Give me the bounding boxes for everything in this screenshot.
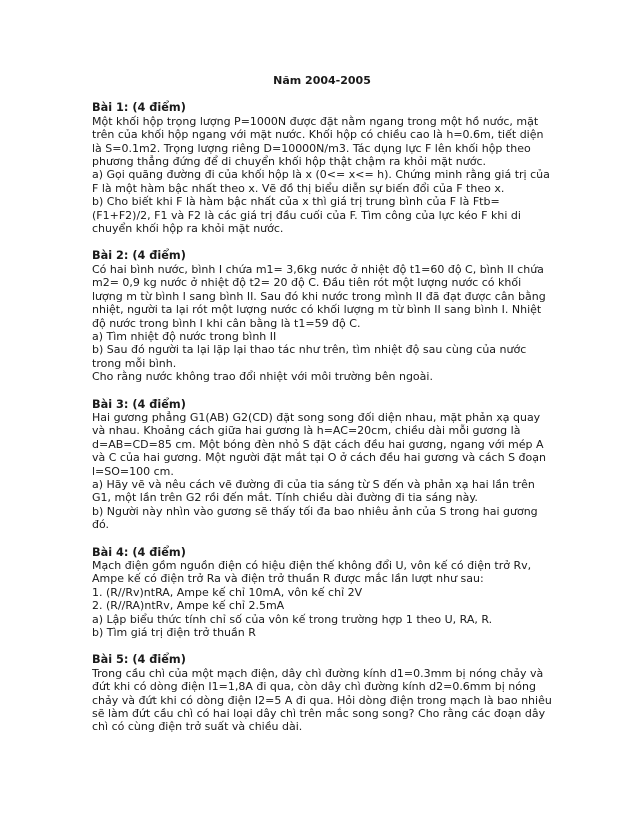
problem-3: [92, 398, 552, 532]
problem-4-statement: Mạch điện gồm nguồn điện có hiệu điện thế không đổi U, vôn kế có điện trở Rv, Ampe kế có điện trở Ra và điện trở thuần R được mắc lần lượt như sau:: [92, 559, 532, 586]
problem-5-statement: Trong cầu chì của một mạch điện, dây chì đường kính d1=0.3mm bị nóng chảy và đứt khi có dòng điện I1=1,8A đi qua, còn dây chì đường kính d2=0.6mm bị nóng chảy và đứt khi có dòng điện I2=5 A đi qua. Hỏi dòng điện trong mạch là bao nhiêu sẽ làm đứt cầu chì có hai loại dây chì trên mắc song song? Cho rằng các đoạn dây chì có cùng điện trở suất và chiều dài.: [92, 666, 552, 734]
problem-5-heading: Bài 5: (4 điểm): [92, 653, 186, 667]
problem-4-heading: Bài 4: (4 điểm): [92, 545, 186, 559]
document-page: [92, 74, 552, 748]
problem-1-part-a: a) Gọi quãng đường đi của khối hộp là x (0<= x<= h). Chứng minh rằng giá trị của F là một hàm bậc nhất theo x. Vẽ đồ thị biểu diễn sự biến đổi của F theo x.: [92, 168, 550, 195]
problem-4-case-1: 1. (R//Rv)ntRA, Ampe kế chỉ 10mA, vôn kế chỉ 2V: [92, 585, 363, 599]
problem-3-part-b: b) Người này nhìn vào gương sẽ thấy tối đa bao nhiêu ảnh của S trong hai gương đó.: [92, 504, 538, 532]
problem-2: [92, 249, 552, 383]
problem-4: [92, 546, 552, 640]
problem-5: [92, 653, 552, 733]
problem-2-part-b: b) Sau đó người ta lại lặp lại thao tác như trên, tìm nhiệt độ sau cùng của nước trong mỗi bình.: [92, 343, 527, 370]
problem-4-part-b: b) Tìm giá trị điện trở thuần R: [92, 626, 256, 640]
problem-1-heading: Bài 1: (4 điểm): [92, 101, 186, 115]
problem-1-part-b: b) Cho biết khi F là hàm bậc nhất của x thì giá trị trung bình của F là Ftb=(F1+F2)/2, F1 và F2 là các giá trị đầu cuối của F. Tìm công của lực kéo F khi di chuyển khối hộp ra khỏi mặt nước.: [92, 195, 521, 236]
problem-2-note: Cho rằng nước không trao đổi nhiệt với môi trường bên ngoài.: [92, 370, 433, 384]
problem-3-part-a: a) Hãy vẽ và nêu cách vẽ đường đi của tia sáng từ S đến và phản xạ hai lần trên G1, một lần trên G2 rồi đến mắt. Tính chiều dài đường đi tia sáng này.: [92, 477, 535, 505]
problem-2-statement: Có hai bình nước, bình I chứa m1= 3,6kg nước ở nhiệt độ t1=60 độ C, bình II chứa m2= 0,9 kg nước ở nhiệt độ t2= 20 độ C. Đầu tiên rót một lượng nước có khối lượng m từ bình I sang bình II. Sau đó khi nước trong mình II đã đạt được cân bằng nhiệt, người ta lại rót một lượng nước có khối lượng m từ bình II sang bình I. Nhiệt độ nước trong bình I khi cân bằng là t1=59 độ C.: [92, 262, 546, 330]
problem-2-heading: Bài 2: (4 điểm): [92, 249, 186, 263]
problem-3-statement: Hai gương phẳng G1(AB) G2(CD) đặt song song đối diện nhau, mặt phản xạ quay và nhau. Khoảng cách giữa hai gương là h=AC=20cm, chiều dài mỗi gương là d=AB=CD=85 cm. Một bóng đèn nhỏ S đặt cách đều hai gương, ngang với mép A và C của hai gương. Một người đặt mắt tại O ở cách đều hai gương và cách S đoạn l=SO=100 cm.: [92, 410, 546, 478]
problem-1: [92, 101, 552, 235]
document-title: Năm 2004-2005: [273, 74, 371, 87]
problem-4-part-a: a) Lập biểu thức tính chỉ số của vôn kế trong trường hợp 1 theo U, RA, R.: [92, 612, 493, 626]
problem-4-case-2: 2. (R//RA)ntRv, Ampe kế chỉ 2.5mA: [92, 599, 285, 613]
problem-1-statement: Một khối hộp trọng lượng P=1000N được đặt nằm ngang trong một hồ nước, mặt trên của khối hộp ngang với mặt nước. Khối hộp có chiều cao là h=0.6m, tiết diện là S=0.1m2. Trọng lượng riêng D=10000N/m3. Tác dụng lực F lên khối hộp theo phương thẳng đứng để di chuyển khối hộp thật chậm ra khỏi mặt nước.: [92, 114, 544, 169]
problem-3-heading: Bài 3: (4 điểm): [92, 397, 186, 411]
problem-2-part-a: a) Tìm nhiệt độ nước trong bình II: [92, 329, 277, 343]
